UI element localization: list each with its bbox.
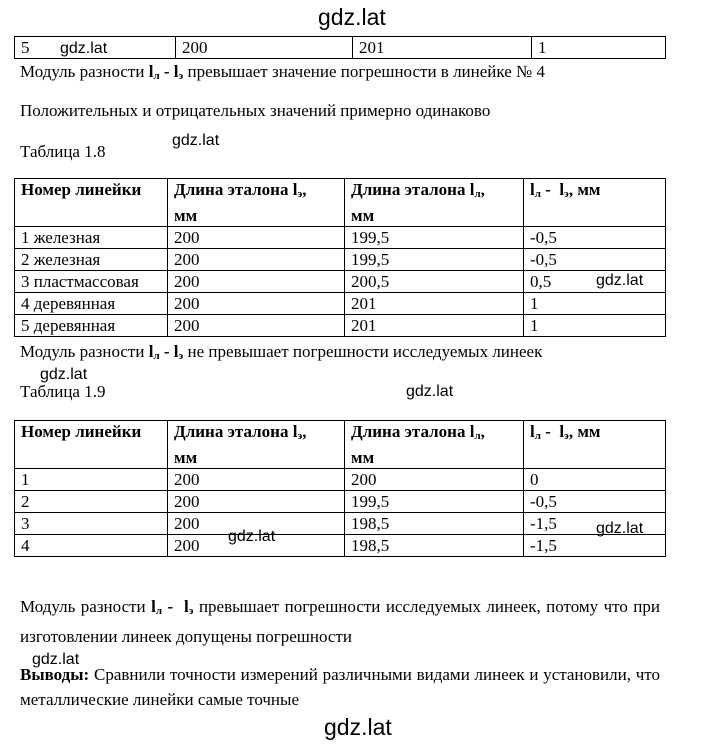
watermark: gdz.lat xyxy=(60,40,108,57)
table-row: 1 железная 200 199,5 -0,5 xyxy=(15,227,666,249)
table-row: 2 железная 200 199,5 -0,5 xyxy=(15,249,666,271)
conclusion xyxy=(20,662,660,712)
column-header: Номер линейки xyxy=(15,421,168,469)
watermark: gdz.lat xyxy=(40,366,88,383)
conclusion-text: Сравнили точности измерений различными видами линеек и установили, что металлические линейки самые точные xyxy=(20,665,660,709)
column-header: Номер линейки xyxy=(15,179,168,227)
watermark: gdz.lat xyxy=(172,132,220,149)
table-header-row xyxy=(15,179,666,227)
table-row: 2 200 199,5 -0,5 xyxy=(15,491,666,513)
table-row: 1 200 200 0 xyxy=(15,469,666,491)
table-cell: 1 xyxy=(532,37,666,59)
column-header: Длина эталона lл, мм xyxy=(345,421,524,469)
difference-note: Модуль разности lл - lэ не превышает погрешности исследуемых линеек xyxy=(20,342,543,362)
table-1-9 xyxy=(14,420,666,557)
difference-note: Модуль разности lл - lэ превышает погрешности исследуемых линеек, потому что при изготовлении линеек допущены погрешности xyxy=(20,597,661,646)
table-row: 3 пластмассовая 200 200,5 0,5 xyxy=(15,271,666,293)
table-row: 4 деревянная 200 201 1 xyxy=(15,293,666,315)
top-row-table xyxy=(14,36,666,59)
watermark: gdz.lat xyxy=(318,4,386,30)
conclusion-label: Выводы: xyxy=(20,665,90,684)
table-caption: Таблица 1.9 xyxy=(20,382,106,401)
watermark: gdz.lat xyxy=(32,651,80,668)
difference-note: Модуль разности lл - lэ превышает значение погрешности в линейке № 4 xyxy=(20,62,545,82)
watermark: gdz.lat xyxy=(324,714,392,740)
table-1-8 xyxy=(14,178,666,337)
column-header: lл - lэ, мм xyxy=(524,421,666,469)
watermark: gdz.lat xyxy=(596,520,644,537)
sign-note: Положительных и отрицательных значений примерно одинаково xyxy=(20,101,491,120)
column-header: Длина эталона lэ, мм xyxy=(168,179,345,227)
table-row: 5 деревянная 200 201 1 xyxy=(15,315,666,337)
watermark: gdz.lat xyxy=(406,383,454,400)
table-header-row xyxy=(15,421,666,469)
table-row: 3 200 198,5 -1,5 xyxy=(15,513,666,535)
column-header: Длина эталона lэ, мм xyxy=(168,421,345,469)
watermark: gdz.lat xyxy=(596,272,644,289)
table-row: 4 200 198,5 -1,5 xyxy=(15,535,666,557)
table-row xyxy=(15,37,666,59)
column-header: Длина эталона lл, мм xyxy=(345,179,524,227)
watermark: gdz.lat xyxy=(228,528,276,545)
column-header: lл - lэ, мм xyxy=(524,179,666,227)
table-caption: Таблица 1.8 xyxy=(20,142,106,161)
table-cell: 201 xyxy=(353,37,532,59)
table-cell: 5 xyxy=(15,37,176,59)
table-cell: 200 xyxy=(176,37,353,59)
